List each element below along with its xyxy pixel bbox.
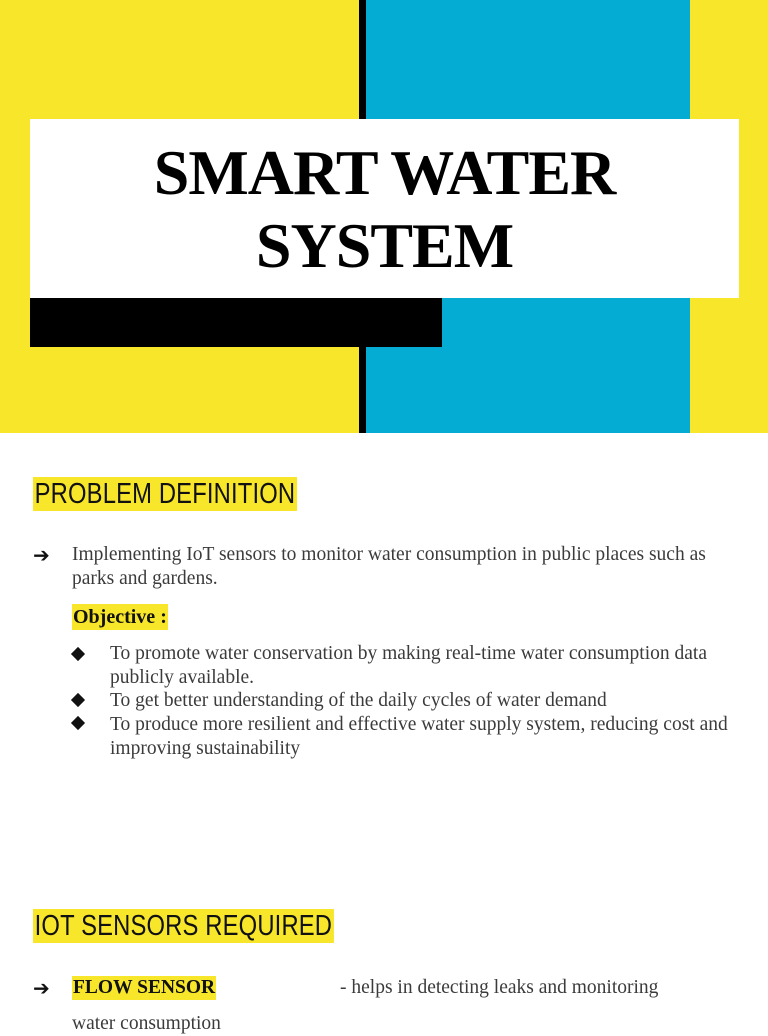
diamond-bullet-icon <box>71 716 85 730</box>
problem-definition-heading: PROBLEM DEFINITION <box>34 478 296 510</box>
page-title: SMART WATER SYSTEM <box>153 136 616 281</box>
banner-black-bar <box>30 298 442 347</box>
flow-sensor-description: - helps in detecting leaks and monitoring <box>340 977 659 998</box>
title-banner <box>0 0 768 433</box>
flow-sensor-description-continued: water consumption <box>72 1013 221 1034</box>
objective-item: To get better understanding of the daily cycles of water demand <box>110 690 607 711</box>
objective-item: To produce more resilient and effective water supply system, reducing cost and improving sustainability <box>110 714 728 759</box>
objective-label: Objective : <box>73 606 167 628</box>
diamond-bullet-icon <box>71 647 85 661</box>
diamond-bullet-icon <box>71 693 85 707</box>
arrow-bullet-icon: ➔ <box>33 976 50 1000</box>
flow-sensor-label: FLOW SENSOR <box>73 977 216 998</box>
problem-intro-text: Implementing IoT sensors to monitor water consumption in public places such as parks and gardens. <box>72 544 706 589</box>
title-card <box>30 119 739 298</box>
arrow-bullet-icon: ➔ <box>33 543 50 567</box>
iot-sensors-heading: IOT SENSORS REQUIRED <box>34 910 333 942</box>
objective-item: To promote water conservation by making real-time water consumption data publicly available. <box>110 643 707 688</box>
